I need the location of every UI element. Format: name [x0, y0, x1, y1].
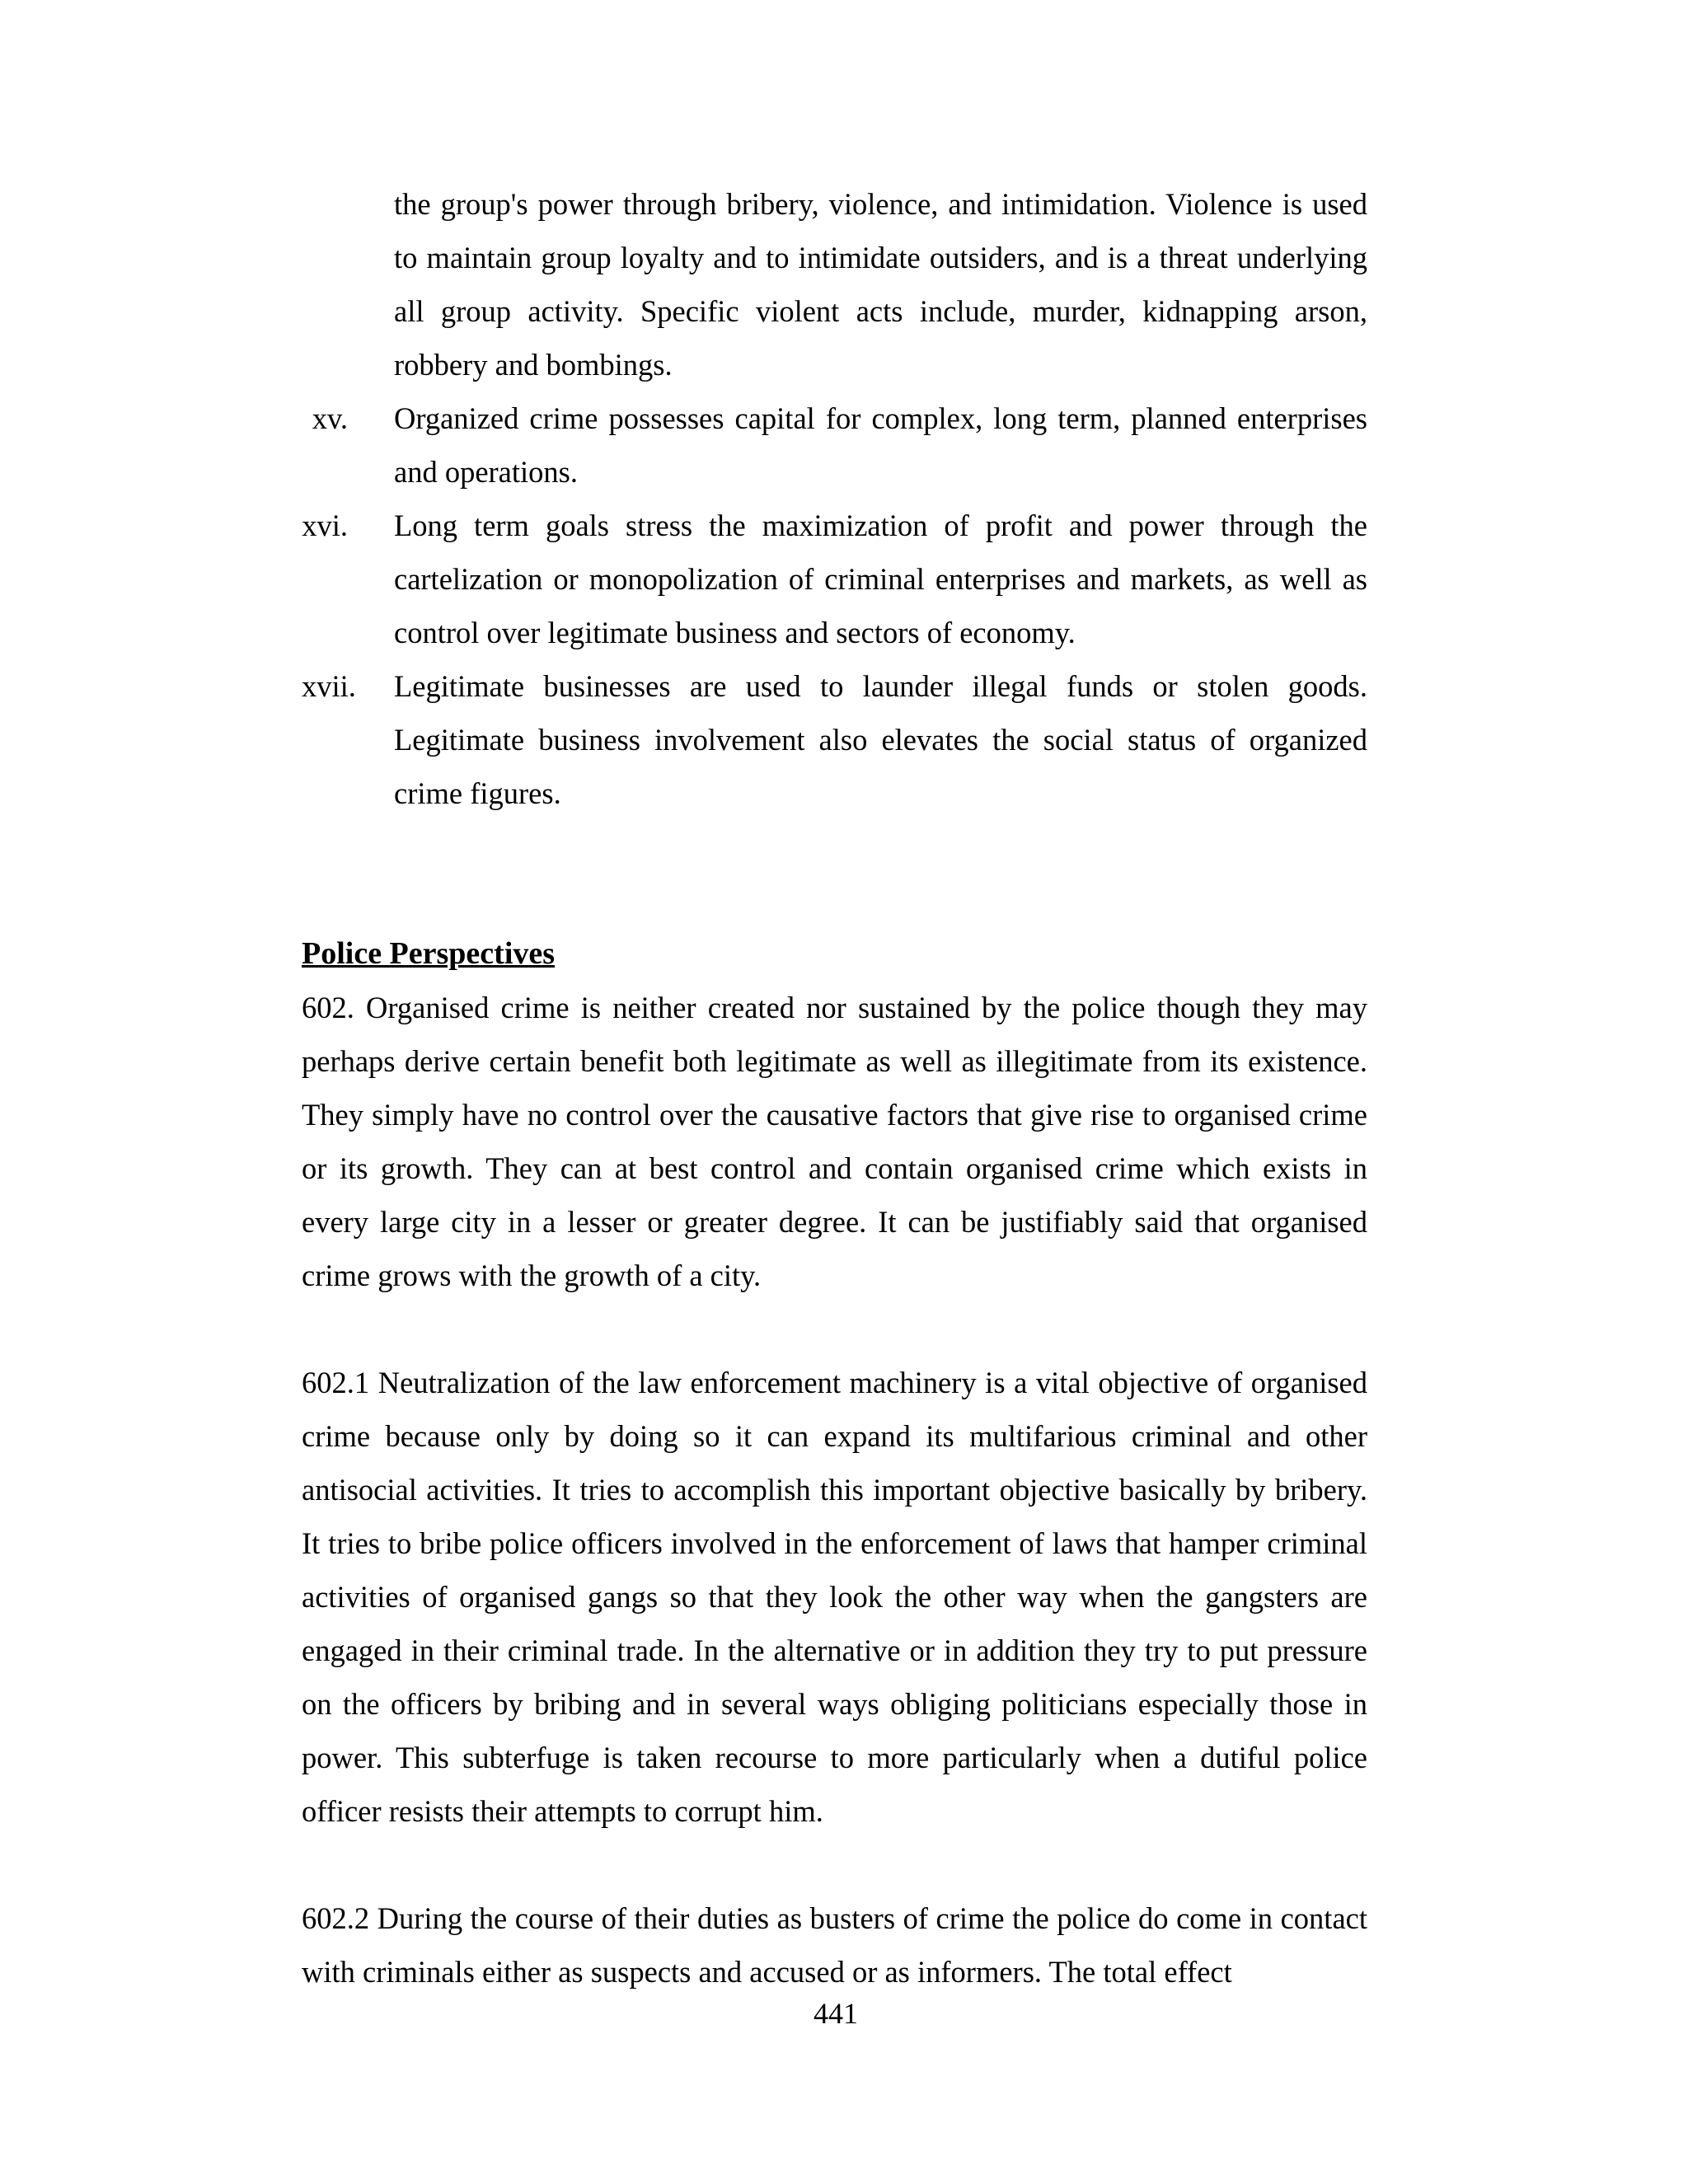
list-item-number: xv.: [312, 401, 348, 435]
paragraph-602: 602. Organised crime is neither created nor sustained by the police though they may perhaps derive certain benefit both legitimate as well as illegitimate from its existence. They simply have no control over the causative factors that give rise to organised crime or its growth. They can at best control and contain organised crime which exists in every large city in a lesser or greater degree. It can be justifiably said that organised crime grows with the growth of a city.: [302, 991, 1367, 1292]
paragraph-602-1: 602.1 Neutralization of the law enforcement machinery is a vital objective of organised crime because only by doing so it can expand its multifarious criminal and other antisocial activities. It tries to accomplish this important objective basically by bribery. It tries to bribe police officers involved in the enforcement of laws that hamper criminal activities of organised gangs so that they look the other way when the gangsters are engaged in their criminal trade. In the alternative or in addition they try to put pressure on the officers by bribing and in several ways obliging politicians especially those in power. This subterfuge is taken recourse to more particularly when a dutiful police officer resists their attempts to corrupt him.: [302, 1366, 1367, 1828]
section-heading: Police Perspectives: [302, 936, 556, 971]
list-item-text: Legitimate businesses are used to launder illegal funds or stolen goods. Legitimate business involvement also elevates the social status of organized crime figures.: [394, 669, 1367, 810]
list-item-text: Long term goals stress the maximization of profit and power through the cartelization or monopolization of criminal enterprises and markets, as well as control over legitimate business and sectors of economy.: [394, 509, 1367, 649]
list-item-text: Organized crime possesses capital for complex, long term, planned enterprises and operations.: [394, 401, 1367, 489]
list-item-xv: [302, 391, 1367, 499]
list-item-text: the group's power through bribery, violence, and intimidation. Violence is used to maintain group loyalty and to intimidate outsiders, and is a threat underlying all group activity. Specific violent acts include, murder, kidnapping arson, robbery and bombings.: [394, 187, 1367, 382]
page-number: 441: [814, 1997, 858, 2030]
page-content: [302, 177, 1367, 1999]
list-item-xvii: [302, 659, 1367, 820]
list-item-number: xvi.: [302, 509, 348, 542]
list-item-xvi: [302, 499, 1367, 659]
list-item-continuation: [302, 177, 1367, 391]
paragraph-602-2: 602.2 During the course of their duties as busters of crime the police do come in contact with criminals either as suspects and accused or as informers. The total effect: [302, 1901, 1367, 1989]
list-item-number: xvii.: [302, 669, 356, 703]
